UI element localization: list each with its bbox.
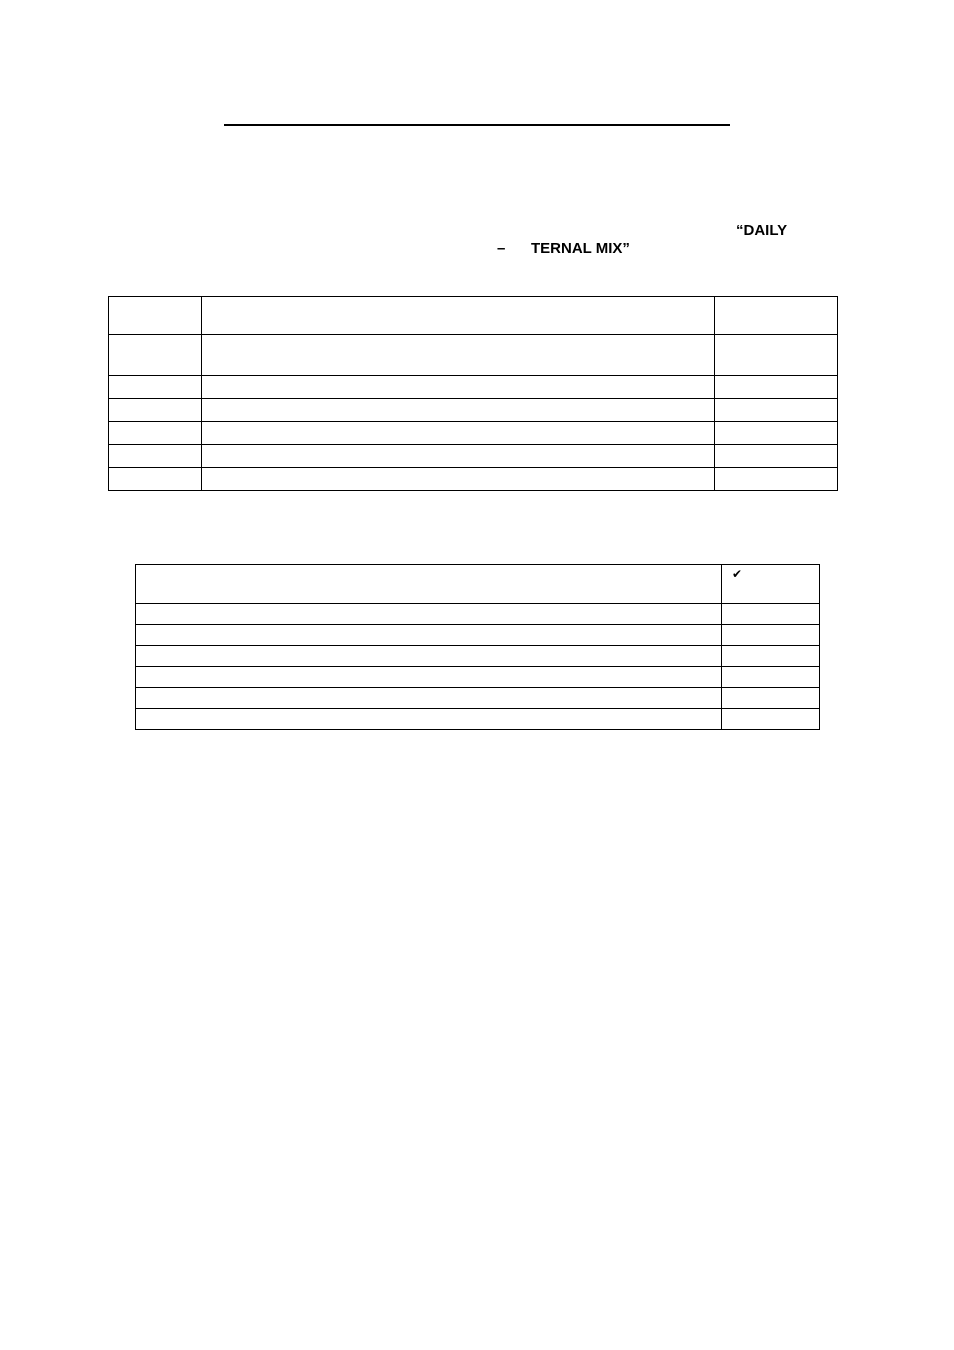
table-cell bbox=[202, 335, 715, 376]
checkbox-cell[interactable] bbox=[722, 688, 820, 709]
ternal-mix-label: TERNAL MIX” bbox=[531, 240, 630, 257]
table-cell bbox=[136, 604, 722, 625]
checklist-header-cell bbox=[136, 565, 722, 604]
checklist-table bbox=[135, 564, 820, 730]
table-row bbox=[109, 468, 838, 491]
checkbox-cell[interactable] bbox=[722, 646, 820, 667]
table-row bbox=[109, 335, 838, 376]
table-cell bbox=[715, 399, 838, 422]
table-cell bbox=[202, 422, 715, 445]
table-row bbox=[109, 399, 838, 422]
table-row bbox=[136, 646, 820, 667]
table-cell bbox=[136, 646, 722, 667]
table-cell bbox=[715, 297, 838, 335]
table-cell bbox=[136, 709, 722, 730]
table-cell bbox=[109, 445, 202, 468]
table-row bbox=[136, 709, 820, 730]
table-cell bbox=[136, 667, 722, 688]
checkmark-icon: ✔ bbox=[732, 567, 743, 581]
table-cell bbox=[202, 445, 715, 468]
table-cell bbox=[715, 468, 838, 491]
table-cell bbox=[109, 297, 202, 335]
table-cell bbox=[202, 468, 715, 491]
schedule-table bbox=[108, 296, 838, 491]
table-row bbox=[136, 667, 820, 688]
table-cell bbox=[136, 688, 722, 709]
table-row bbox=[136, 688, 820, 709]
table-row bbox=[109, 376, 838, 399]
table-cell bbox=[715, 445, 838, 468]
table-cell bbox=[715, 376, 838, 399]
table-cell bbox=[202, 297, 715, 335]
table-cell bbox=[202, 399, 715, 422]
checkbox-cell[interactable] bbox=[722, 625, 820, 646]
checkbox-cell[interactable] bbox=[722, 667, 820, 688]
table-row bbox=[136, 604, 820, 625]
checklist-header-row bbox=[136, 565, 820, 604]
table-cell bbox=[136, 625, 722, 646]
table-cell bbox=[715, 422, 838, 445]
table-cell bbox=[109, 422, 202, 445]
daily-label: “DAILY bbox=[736, 222, 788, 239]
table-row bbox=[136, 625, 820, 646]
table-cell bbox=[109, 468, 202, 491]
title-underline bbox=[224, 124, 730, 126]
table-cell bbox=[202, 376, 715, 399]
dash-separator: – bbox=[497, 240, 506, 257]
checklist-check-header-cell bbox=[722, 565, 820, 604]
table-cell bbox=[109, 376, 202, 399]
table-row bbox=[109, 445, 838, 468]
table-cell bbox=[109, 335, 202, 376]
checkbox-cell[interactable] bbox=[722, 604, 820, 625]
table-row bbox=[109, 422, 838, 445]
checkbox-cell[interactable] bbox=[722, 709, 820, 730]
table-cell bbox=[109, 399, 202, 422]
table-cell bbox=[715, 335, 838, 376]
table-row bbox=[109, 297, 838, 335]
